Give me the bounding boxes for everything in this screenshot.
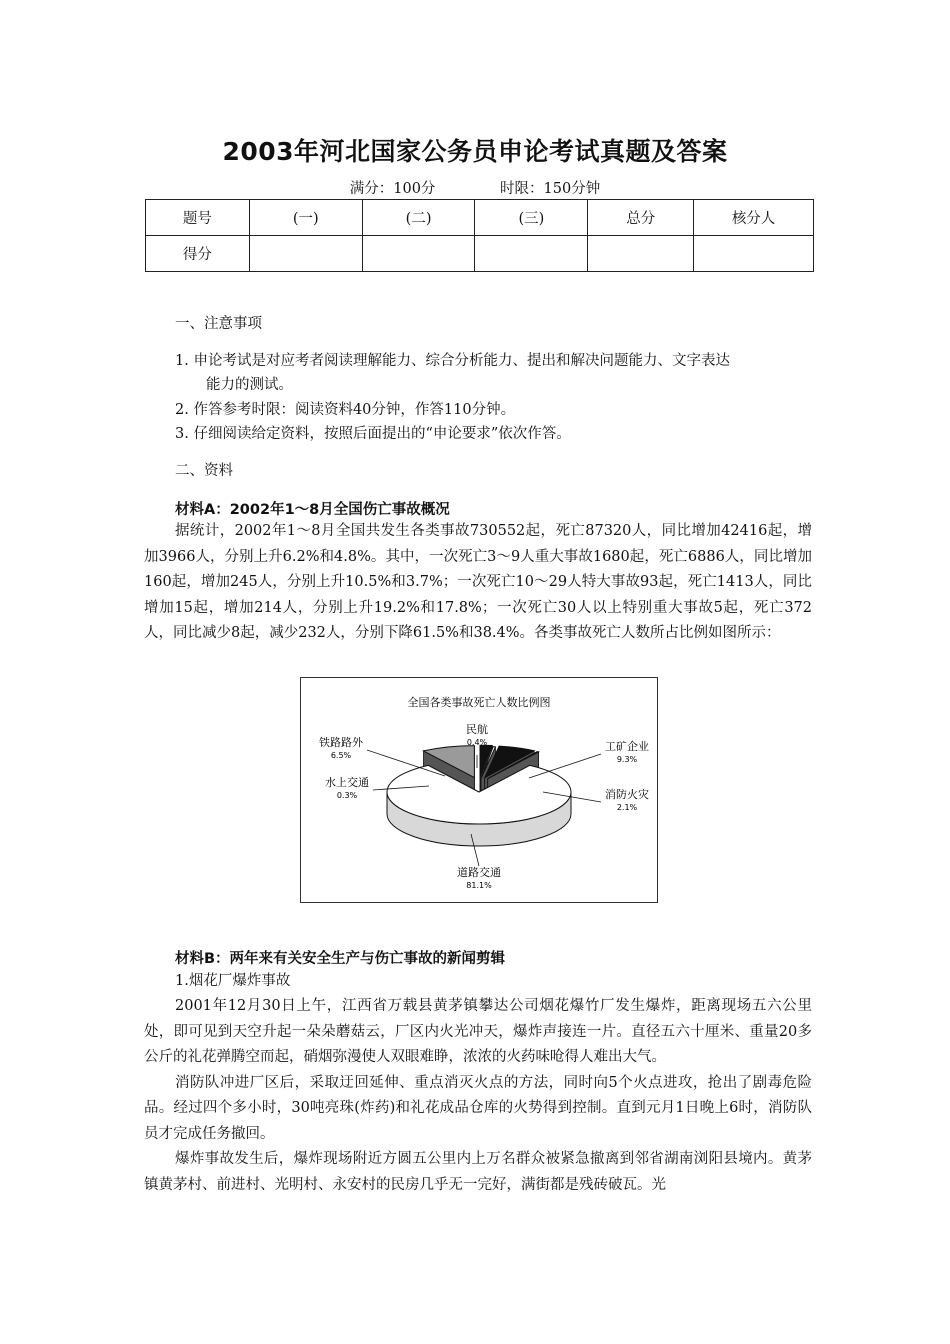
note-item-text: 1. 申论考试是对应考者阅读理解能力、综合分析能力、提出和解决问题能力、文字表达	[175, 353, 730, 369]
material-b-body	[144, 994, 812, 1198]
slice-value-label: 2.1%	[616, 803, 638, 812]
chart-title: 全国各类事故死亡人数比例图	[407, 696, 551, 709]
slice-label: 消防火灾	[605, 788, 649, 801]
material-a-body	[144, 519, 812, 647]
paragraph: 据统计，2002年1～8月全国共发生各类事故730552起，死亡87320人，同比增加42416起，增加3966人，分别上升6.2%和4.8%。其中，一次死亡3～9人重大事故1680起，死亡6886人，同比增加160起，增加245人，分别上升10.5%和3.7%；一次死亡10～29人特大事故93起，死亡1413人，同比增加15起，增加214人，分别上升19.2%和17.8%；一次死亡30人以上特别重大事故5起，死亡372人，同比减少8起，减少232人，分别下降61.5%和38.4%。各类事故死亡人数所占比例如图所示：	[144, 523, 812, 641]
note-item-2	[175, 398, 815, 422]
note-item-continuation: 能力的测试。	[206, 377, 293, 393]
table-cell: (三)	[475, 200, 588, 236]
note-item-3	[175, 422, 815, 446]
note-item-text: 2. 作答参考时限：阅读资料40分钟，作答110分钟。	[175, 402, 516, 418]
table-cell	[249, 236, 362, 272]
slice-label: 工矿企业	[605, 740, 649, 753]
slice-value-label: 9.3%	[616, 755, 638, 764]
table-cell	[475, 236, 588, 272]
pie-chart-svg	[301, 678, 657, 902]
table-cell: (一)	[249, 200, 362, 236]
slice-value-label: 81.1%	[466, 881, 492, 890]
score-table	[145, 199, 814, 272]
document-title: 2003年河北国家公务员申论考试真题及答案	[222, 137, 728, 166]
slice-label: 道路交通	[457, 866, 501, 879]
table-cell	[362, 236, 475, 272]
note-item-text: 3. 仔细阅读给定资料，按照后面提出的“申论要求”依次作答。	[175, 426, 571, 442]
slice-value-label: 0.3%	[336, 791, 358, 800]
table-cell: 总分	[588, 200, 694, 236]
pie-slice	[387, 765, 571, 824]
slice-label: 民航	[466, 723, 488, 736]
table-cell: 题号	[146, 200, 250, 236]
table-cell: 得分	[146, 236, 250, 272]
material-b-subheading: 1.烟花厂爆炸事故	[175, 973, 291, 989]
slice-value-label: 0.4%	[466, 738, 488, 747]
section1-heading: 一、注意事项	[175, 316, 262, 332]
material-b-heading: 材料B：两年来有关安全生产与伤亡事故的新闻剪辑	[175, 951, 506, 967]
leader-line	[529, 754, 601, 778]
paragraph: 2001年12月30日上午，江西省万载县黄茅镇攀达公司烟花爆竹厂发生爆炸，距离现场五六公里处，即可见到天空升起一朵朵蘑菇云，厂区内火光冲天，爆炸声接连一片。直径五六十厘米、重量20多公斤的礼花弹腾空而起，硝烟弥漫使人双眼难睁，浓浓的火药味呛得人难出大气。	[144, 998, 812, 1065]
score-table-header-row	[146, 200, 814, 236]
time-limit: 时限：150分钟	[500, 181, 601, 197]
table-cell	[694, 236, 814, 272]
paragraph: 爆炸事故发生后，爆炸现场附近方圆五公里内上万名群众被紧急撤离到邻省湖南浏阳县境内。黄茅镇黄茅村、前进村、光明村、永安村的民房几乎无一完好，满街都是残砖破瓦。光	[144, 1151, 812, 1193]
slice-label: 水上交通	[325, 776, 369, 789]
score-table-row	[146, 236, 814, 272]
section2-heading: 二、资料	[175, 463, 233, 479]
table-cell	[588, 236, 694, 272]
exam-meta	[0, 177, 950, 198]
table-cell: 核分人	[694, 200, 814, 236]
material-a-heading: 材料A：2002年1～8月全国伤亡事故概况	[175, 502, 450, 518]
slice-label: 铁路路外	[319, 736, 363, 749]
full-score: 满分：100分	[349, 181, 436, 197]
slice-value-label: 6.5%	[330, 751, 352, 760]
table-cell: (二)	[362, 200, 475, 236]
pie-chart	[300, 677, 658, 903]
paragraph: 消防队冲进厂区后，采取迂回延伸、重点消灭火点的方法，同时向5个火点进攻，抢出了剧毒危险品。经过四个多小时，30吨亮珠(炸药)和礼花成品仓库的火势得到控制。直到元月1日晚上6时，消防队员才完成任务撤回。	[144, 1074, 812, 1142]
note-item-1	[175, 349, 815, 397]
